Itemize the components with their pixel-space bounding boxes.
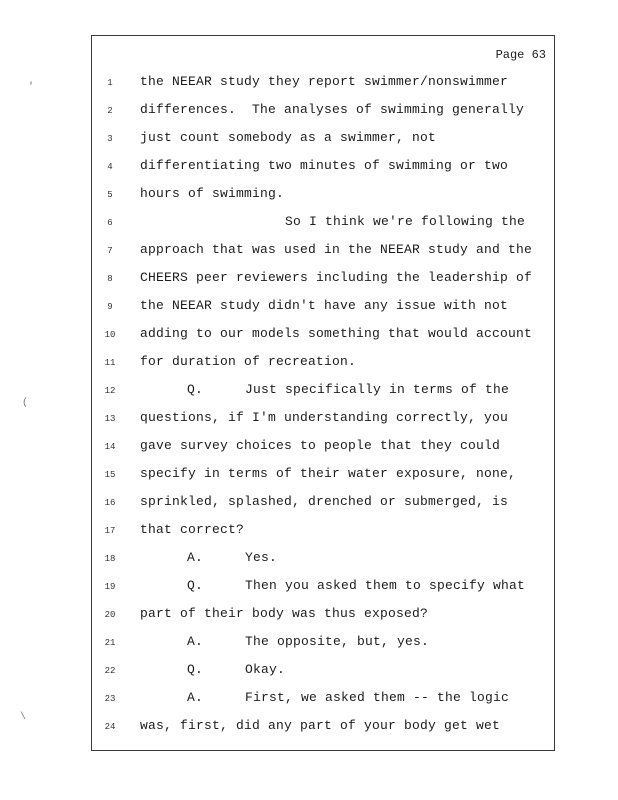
transcript-line <box>92 326 554 346</box>
transcript-line <box>92 690 554 710</box>
transcript-line <box>92 634 554 654</box>
line-text <box>187 662 285 677</box>
scan-mark: ′ <box>28 82 35 93</box>
transcript-line <box>92 242 554 262</box>
line-text: gave survey choices to people that they could <box>140 438 501 453</box>
line-number: 23 <box>104 694 116 704</box>
transcript-page <box>91 35 555 751</box>
line-text: sprinkled, splashed, drenched or submerged, is <box>140 494 509 509</box>
line-text: the NEEAR study they report swimmer/nonswimmer <box>140 74 509 89</box>
transcript-line <box>92 354 554 374</box>
line-number: 17 <box>104 526 116 536</box>
speaker-text: Then you asked them to specify what <box>245 578 526 593</box>
line-number: 22 <box>104 666 116 676</box>
transcript-line <box>92 550 554 570</box>
line-number: 18 <box>104 554 116 564</box>
transcript-line <box>92 158 554 178</box>
transcript-line <box>92 522 554 542</box>
line-number: 24 <box>104 722 116 732</box>
line-text: that correct? <box>140 522 245 537</box>
line-text <box>187 382 509 397</box>
transcript-line <box>92 270 554 290</box>
line-number: 20 <box>104 610 116 620</box>
line-text: was, first, did any part of your body get wet <box>140 718 501 733</box>
transcript-line <box>92 410 554 430</box>
line-text: approach that was used in the NEEAR study and the <box>140 242 533 257</box>
line-text: differentiating two minutes of swimming or two <box>140 158 509 173</box>
line-text: adding to our models something that would account <box>140 326 533 341</box>
line-text: So I think we're following the <box>285 214 526 229</box>
speaker-text: Just specifically in terms of the <box>245 382 510 397</box>
transcript-line <box>92 606 554 626</box>
transcript-line <box>92 298 554 318</box>
scan-mark: \ <box>20 712 27 723</box>
line-number: 13 <box>104 414 116 424</box>
transcript-line <box>92 718 554 738</box>
line-number: 10 <box>104 330 116 340</box>
line-number: 8 <box>107 274 113 284</box>
line-text <box>187 550 277 565</box>
line-number: 7 <box>107 246 113 256</box>
transcript-line <box>92 130 554 150</box>
line-text <box>187 578 525 593</box>
transcript-line <box>92 662 554 682</box>
speaker-label: A. <box>187 634 204 649</box>
line-text: just count somebody as a swimmer, not <box>140 130 437 145</box>
speaker-text: Okay. <box>245 662 286 677</box>
line-number: 19 <box>104 582 116 592</box>
speaker-text: Yes. <box>245 550 278 565</box>
line-number: 16 <box>104 498 116 508</box>
speaker-label: Q. <box>187 382 204 397</box>
speaker-text: First, we asked them -- the logic <box>245 690 510 705</box>
line-number: 4 <box>107 162 113 172</box>
line-number: 3 <box>107 134 113 144</box>
speaker-label: A. <box>187 550 204 565</box>
transcript-line <box>92 466 554 486</box>
line-number: 5 <box>107 190 113 200</box>
line-number: 14 <box>104 442 116 452</box>
transcript-line <box>92 102 554 122</box>
line-number: 21 <box>104 638 116 648</box>
line-text: questions, if I'm understanding correctly, you <box>140 410 509 425</box>
line-text: differences. The analyses of swimming generally <box>140 102 525 117</box>
line-number: 2 <box>107 106 113 116</box>
transcript-line <box>92 494 554 514</box>
line-text: the NEEAR study didn't have any issue with not <box>140 298 509 313</box>
line-text: hours of swimming. <box>140 186 285 201</box>
transcript-line <box>92 214 554 234</box>
line-text: CHEERS peer reviewers including the leadership of <box>140 270 533 285</box>
scan-mark: ( <box>22 398 29 409</box>
transcript-line <box>92 382 554 402</box>
line-number: 6 <box>107 218 113 228</box>
line-text <box>187 634 429 649</box>
transcript-line <box>92 438 554 458</box>
transcript-line <box>92 578 554 598</box>
line-number: 15 <box>104 470 116 480</box>
page-number: Page 63 <box>495 48 546 62</box>
line-number: 9 <box>107 302 113 312</box>
transcript-line <box>92 186 554 206</box>
transcript-lines <box>92 36 554 750</box>
line-text: part of their body was thus exposed? <box>140 606 429 621</box>
speaker-label: Q. <box>187 662 204 677</box>
line-number: 12 <box>104 386 116 396</box>
line-text: for duration of recreation. <box>140 354 357 369</box>
line-number: 1 <box>107 78 113 88</box>
line-number: 11 <box>104 358 116 368</box>
speaker-text: The opposite, but, yes. <box>245 634 430 649</box>
transcript-line <box>92 74 554 94</box>
line-text: specify in terms of their water exposure, none, <box>140 466 517 481</box>
speaker-label: Q. <box>187 578 204 593</box>
speaker-label: A. <box>187 690 204 705</box>
line-text <box>187 690 509 705</box>
